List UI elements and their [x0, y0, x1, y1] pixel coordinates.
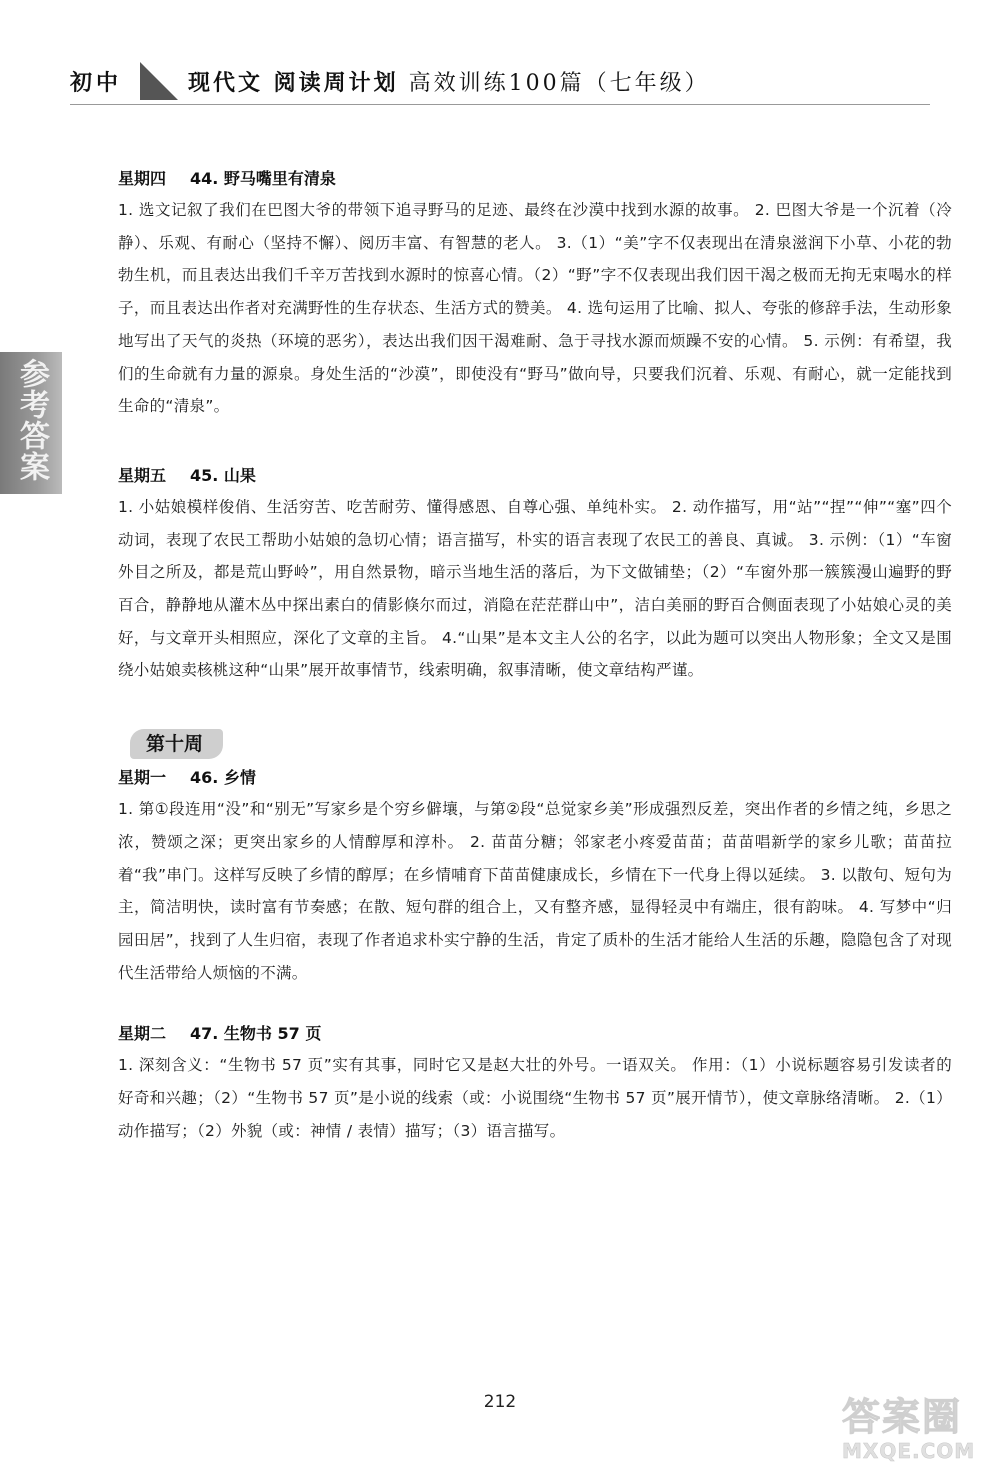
section-heading: [118, 763, 952, 793]
answer-section-44: [118, 164, 952, 423]
answer-text: 1. 选文记叙了我们在巴图大爷的带领下追寻野马的足迹、最终在沙漠中找到水源的故事。 2. 巴图大爷是一个沉着（冷静）、乐观、有耐心（坚持不懈）、阅历丰富、有智慧的老人。 3.（1）“美”字不仅表现出在清泉滋润下小草、小花的勃勃生机，而且表达出我们千辛万苦找到水源时的惊喜心情。（2）“野”字不仅表现出我们因干渴之极而无拘无束喝水的样子，而且表达出作者对充满野性的生存状态、生活方式的赞美。 4. 选句运用了比喻、拟人、夸张的修辞手法，生动形象地写出了天气的炎热（环境的恶劣），表达出我们因干渴难耐、急于寻找水源而烦躁不安的心情。 5. 示例：有希望，我们的生命就有力量的源泉。身处生活的“沙漠”，即使没有“野马”做向导，只要我们沉着、乐观、有耐心，就一定能找到生命的“清泉”。: [118, 201, 952, 416]
answer-text: 1. 深刻含义：“生物书 57 页”实有其事，同时它又是赵大壮的外号。一语双关。 作用：（1）小说标题容易引发读者的好奇和兴趣；（2）“生物书 57 页”是小说的线索（或：小说围绕“生物书 57 页”展开情节），使文章脉络清晰。 2.（1）动作描写；（2）外貌（或：神情 / 表情）描写；（3）语言描写。: [118, 1056, 952, 1140]
weekday-label: 星期一: [118, 768, 167, 788]
watermark-url: MXQE.COM: [842, 1439, 976, 1463]
book-series-title: [188, 66, 710, 97]
article-title: 47. 生物书 57 页: [190, 1024, 322, 1044]
section-heading: [118, 461, 952, 491]
article-title: 44. 野马嘴里有清泉: [190, 169, 336, 188]
answer-text: 1. 第①段连用“没”和“别无”写家乡是个穷乡僻壤，与第②段“总觉家乡美”形成强烈反差，突出作者的乡情之纯，乡思之浓，赞颂之深；更突出家乡的人情醇厚和淳朴。 2. 苗苗分糖；邻家老小疼爱苗苗；苗苗唱新学的家乡儿歌；苗苗拉着“我”串门。这样写反映了乡情的醇厚；在乡情哺育下苗苗健康成长，乡情在下一代身上得以延续。 3. 以散句、短句为主，简洁明快，读时富有节奏感；在散、短句群的组合上，又有整齐感，显得轻灵中有端庄，很有韵味。 4. 写梦中“归园田居”，找到了人生归宿，表现了作者追求朴实宁静的生活，肯定了质朴的生活才能给人生活的乐趣，隐隐包含了对现代生活带给人烦恼的不满。: [118, 800, 952, 982]
section-heading: [118, 164, 952, 194]
section-heading: [118, 1019, 952, 1049]
answer-text: 1. 小姑娘模样俊俏、生活穷苦、吃苦耐劳、懂得感恩、自尊心强、单纯朴实。 2. 动作描写，用“站”“捏”“伸”“塞”四个动词，表现了农民工帮助小姑娘的急切心情；语言描写，朴实的语言表现了农民工的善良、真诚。 3. 示例：（1）“车窗外目之所及，都是荒山野岭”，用自然景物，暗示当地生活的落后，为下文做铺垫；（2）“车窗外那一簇簇漫山遍野的野百合，静静地从灌木丛中探出素白的倩影倏尔而过，消隐在茫茫群山中”，洁白美丽的野百合侧面表现了小姑娘心灵的美好，与文章开头相照应，深化了文章的主旨。 4.“山果”是本文主人公的名字，以此为题可以突出人物形象；全文又是围绕小姑娘卖核桃这种“山果”展开故事情节，线索明确，叙事清晰，使文章结构严谨。: [118, 497, 952, 680]
page-number: 212: [483, 1392, 517, 1412]
school-level: 初中: [70, 71, 123, 96]
week-badge: 第十周: [130, 729, 223, 759]
answer-section-46: [118, 763, 952, 989]
week-heading: [130, 729, 952, 759]
answer-section-47: [118, 1019, 952, 1147]
article-title: 46. 乡情: [190, 768, 256, 788]
series-bold-title: 现代文 阅读周计划: [188, 70, 399, 96]
weekday-label: 星期四: [118, 169, 167, 188]
article-title: 45. 山果: [190, 465, 256, 485]
series-subtitle: 高效训练100篇（七年级）: [398, 71, 710, 96]
watermark-logo: [842, 1395, 992, 1467]
page-header: [70, 62, 950, 104]
header-triangle-decoration: [140, 62, 178, 100]
watermark-text: 答案圈: [842, 1395, 963, 1439]
side-tab-label: 参考答案: [14, 358, 49, 482]
weekday-label: 星期五: [118, 465, 167, 485]
header-rule: [70, 104, 930, 105]
answer-section-45: [118, 461, 952, 687]
answer-content: [118, 164, 952, 1147]
answer-key-side-tab: [0, 352, 62, 494]
weekday-label: 星期二: [118, 1024, 167, 1044]
